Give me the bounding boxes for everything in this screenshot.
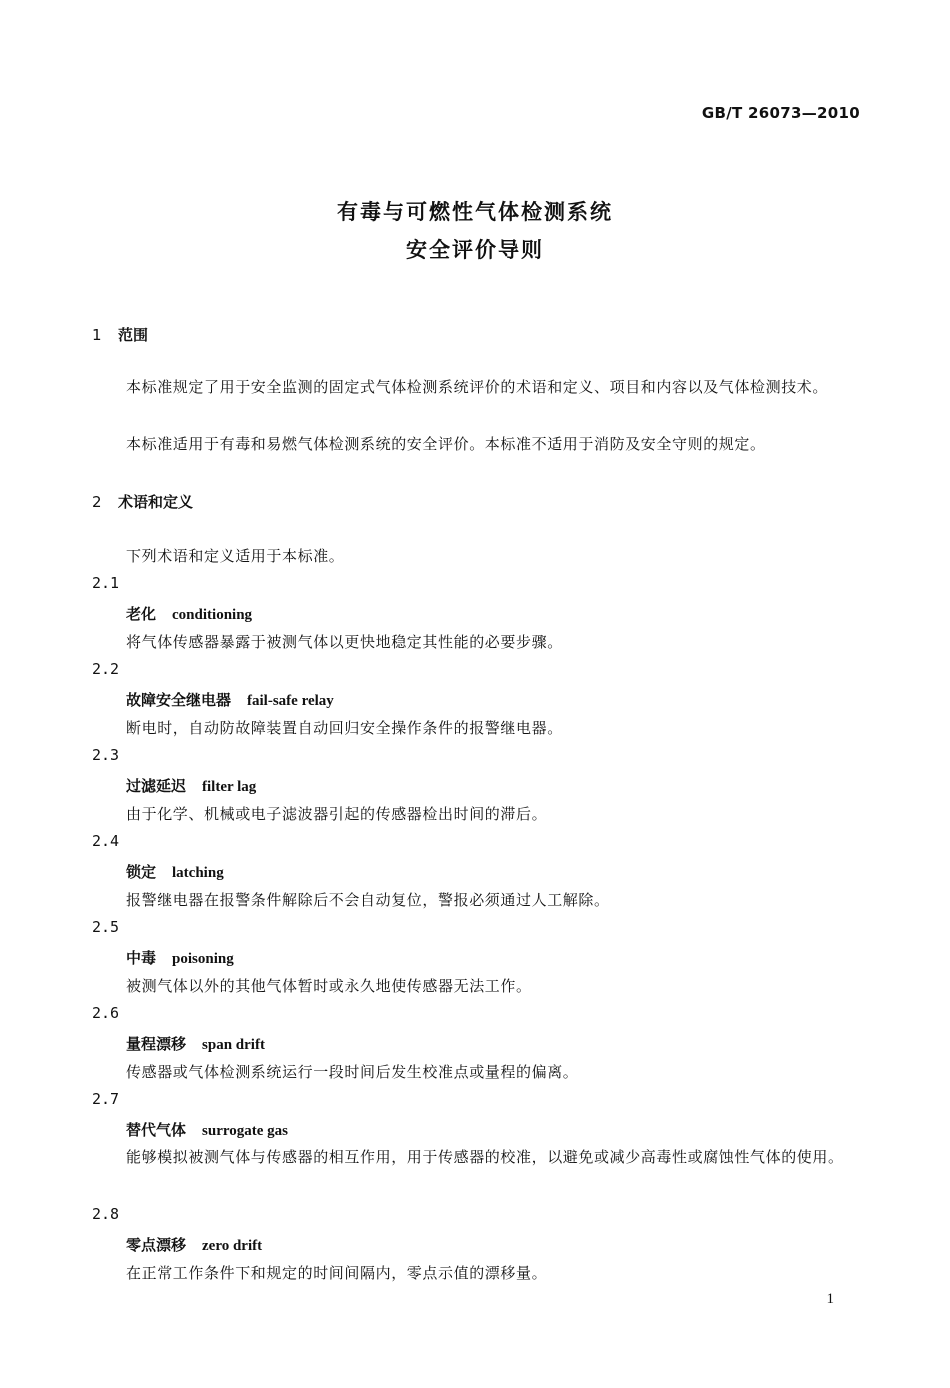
term-chinese: 替代气体 [126, 1121, 187, 1139]
term-entry [126, 689, 334, 710]
standard-code: GB/T 26073—2010 [701, 104, 860, 122]
term-definition: 断电时，自动防故障装置自动回归安全操作条件的报警继电器。 [126, 719, 563, 737]
scope-paragraph-2: 本标准适用于有毒和易燃气体检测系统的安全评价。本标准不适用于消防及安全守则的规定。 [126, 435, 766, 453]
term-definition: 被测气体以外的其他气体暂时或永久地使传感器无法工作。 [126, 977, 532, 995]
term-definition: 能够模拟被测气体与传感器的相互作用，用于传感器的校准，以避免或减少高毒性或腐蚀性气体的使用。 [126, 1148, 844, 1166]
section-2-number: 2 [92, 493, 102, 511]
term-definition: 报警继电器在报警条件解除后不会自动复位，警报必须通过人工解除。 [126, 891, 610, 909]
term-english: poisoning [172, 951, 234, 967]
term-definition: 将气体传感器暴露于被测气体以更快地稳定其性能的必要步骤。 [126, 633, 563, 651]
term-chinese: 零点漂移 [126, 1236, 187, 1254]
term-english: span drift [202, 1037, 265, 1053]
term-entry [126, 775, 256, 796]
section-1-number: 1 [92, 326, 102, 344]
clause-number: 2.2 [92, 660, 120, 678]
term-chinese: 锁定 [126, 863, 157, 881]
term-entry [126, 947, 234, 968]
clause-number: 2.4 [92, 832, 120, 850]
clause-number: 2.3 [92, 746, 120, 764]
section-1-heading [92, 324, 148, 345]
term-chinese: 量程漂移 [126, 1035, 187, 1053]
term-english: filter lag [202, 779, 257, 795]
document-title-line-2: 安全评价导则 [406, 238, 544, 262]
clause-number: 2.7 [92, 1090, 120, 1108]
term-english: latching [172, 865, 224, 881]
term-entry [126, 1234, 262, 1255]
clause-number: 2.6 [92, 1004, 120, 1022]
clause-number: 2.8 [92, 1205, 120, 1223]
section-2-heading [92, 491, 193, 512]
page-number: 1 [826, 1291, 834, 1307]
clause-number: 2.5 [92, 918, 120, 936]
term-entry [126, 1033, 265, 1054]
section-1-title: 范围 [118, 326, 149, 344]
document-title-line-1: 有毒与可燃性气体检测系统 [337, 200, 613, 224]
clause-number: 2.1 [92, 574, 120, 592]
term-entry [126, 1119, 288, 1140]
term-chinese: 老化 [126, 605, 157, 623]
term-english: fail-safe relay [247, 693, 334, 709]
section-2-title: 术语和定义 [118, 493, 194, 511]
term-chinese: 中毒 [126, 949, 157, 967]
term-entry [126, 603, 252, 624]
term-english: conditioning [172, 607, 253, 623]
term-chinese: 过滤延迟 [126, 777, 187, 795]
term-english: surrogate gas [202, 1123, 288, 1139]
term-entry [126, 861, 224, 882]
definitions-intro: 下列术语和定义适用于本标准。 [126, 547, 345, 565]
term-definition: 由于化学、机械或电子滤波器引起的传感器检出时间的滞后。 [126, 805, 548, 823]
scope-paragraph-1: 本标准规定了用于安全监测的固定式气体检测系统评价的术语和定义、项目和内容以及气体检测技术。 [126, 378, 829, 396]
term-definition: 传感器或气体检测系统运行一段时间后发生校准点或量程的偏离。 [126, 1063, 579, 1081]
term-chinese: 故障安全继电器 [126, 691, 232, 709]
term-definition: 在正常工作条件下和规定的时间间隔内，零点示值的漂移量。 [126, 1264, 548, 1282]
term-english: zero drift [202, 1238, 263, 1254]
